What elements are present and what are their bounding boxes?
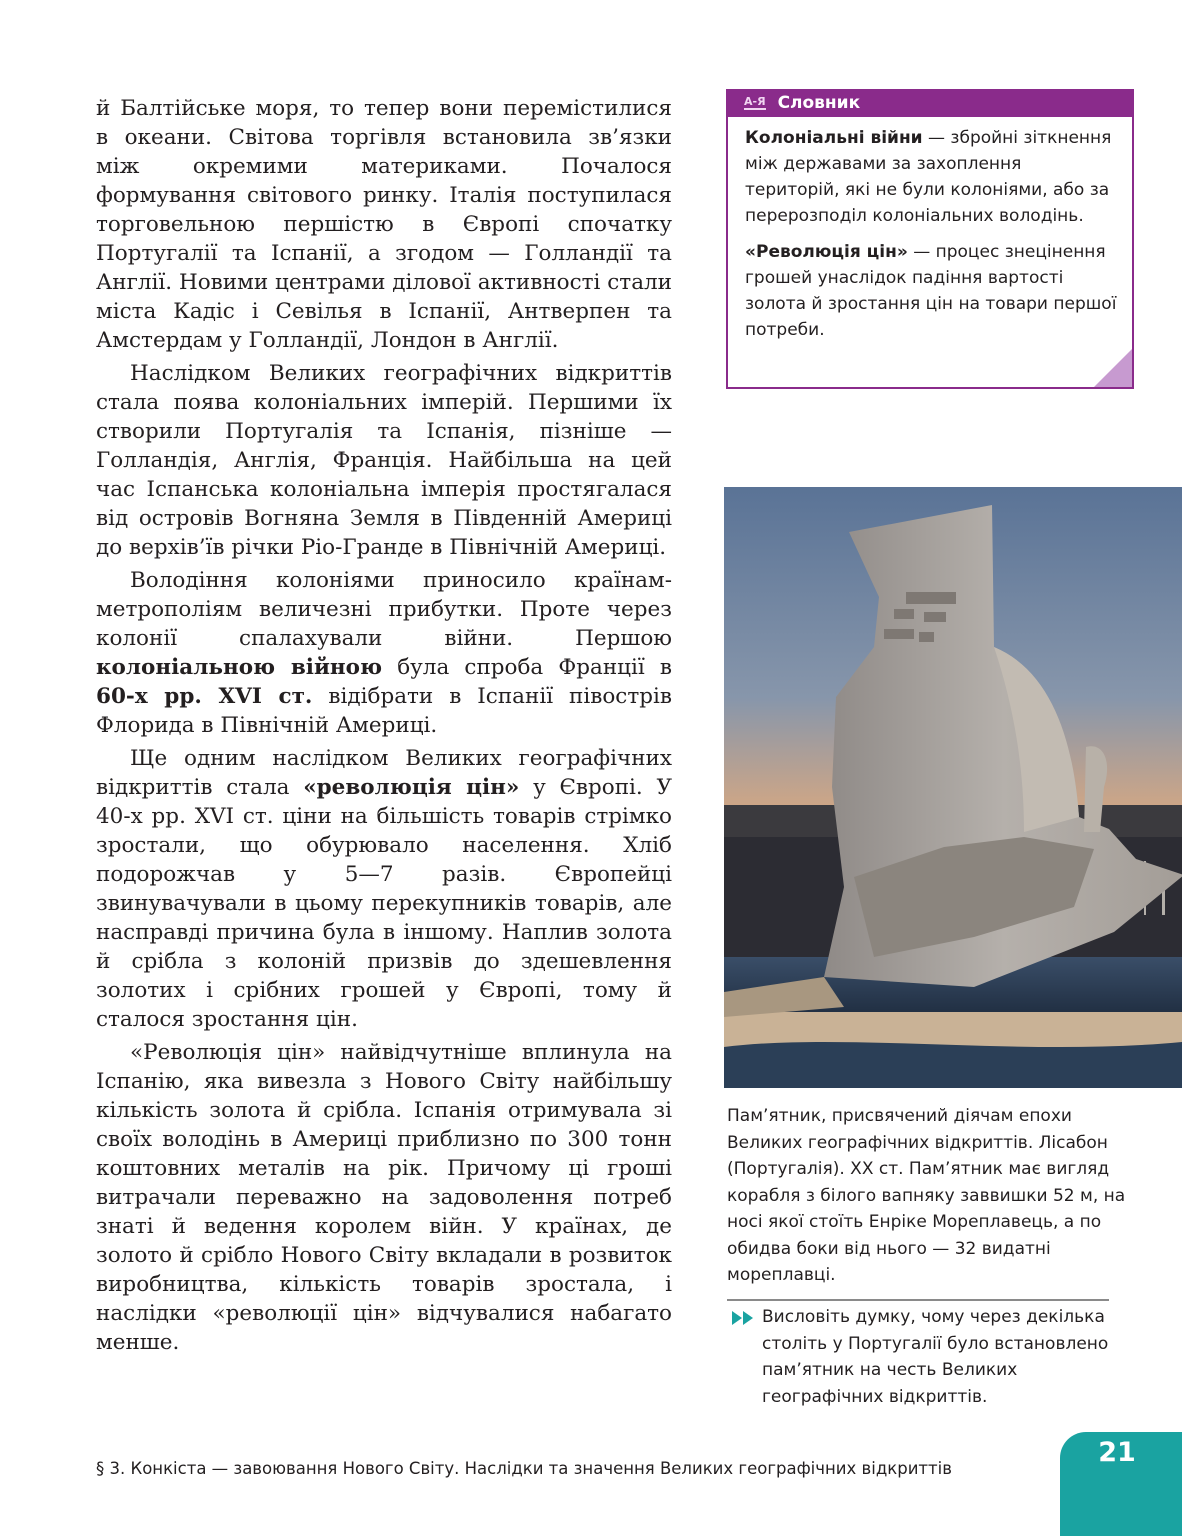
glossary-def-2: — процес знецінення грошей унаслідок падіння вартості золота й зростання цін на товари першої потреби.	[745, 242, 1117, 340]
term-colonial-war: колоніальною війною	[96, 655, 383, 680]
paragraph-3	[96, 566, 672, 740]
paragraph-3-text-c: була спроба Франції в	[382, 655, 672, 680]
glossary-def-1: — збройні зіткнення між державами за захоплення територій, які не були колоніями, або за перерозподіл колоніальних володінь.	[745, 128, 1112, 226]
paragraph-4	[96, 744, 672, 1034]
paragraph-5: «Революція цін» найвідчутніше вплинула на Іспанію, яка вивезла з Нового Світу найбільшу кількість золота й срібла. Іспанія отримувала зі своїх володінь в Америці приблизно по 300 тонн коштовних металів на рік. Причому ці гроші витрачали переважно на задоволення потреб знаті й ведення королем війн. У країнах, де золото й срібло Нового Світу вкладали в розвиток виробництва, кількість товарів зростала, і наслідки «революції цін» відчувалися набагато менше.	[96, 1040, 672, 1355]
corner-decoration	[1094, 349, 1132, 387]
double-arrow-icon	[730, 1309, 758, 1327]
glossary-title: Словник	[777, 93, 861, 113]
term-price-revolution: «революція цін»	[303, 775, 520, 800]
date-60s: 60-х рр. XVI ст.	[96, 684, 313, 709]
monument-photo	[724, 487, 1182, 1088]
footer-section-title: § 3. Конкіста — завоювання Нового Світу. Наслідки та значення Великих географічних відкриттів	[96, 1459, 952, 1478]
glossary-term-1: Колоніальні війни	[745, 128, 923, 148]
monument-of-discoveries-photo	[724, 487, 1182, 1088]
paragraph-4-text-a: Ще одним наслідком Великих географічних відкриттів стала	[96, 746, 672, 800]
glossary-header	[726, 89, 1134, 117]
page-number-tab	[1060, 1432, 1182, 1536]
glossary-entry-2	[745, 239, 1118, 343]
task-block	[730, 1304, 1130, 1410]
glossary-term-2: «Революція цін»	[745, 242, 908, 262]
paragraph-3-text-a: Володіння колоніями приносило країнам-метрополіям величезні прибутки. Проте через колонії спалахували війни. Першою	[96, 568, 672, 651]
task-divider	[727, 1299, 1109, 1301]
paragraph-2: Наслідком Великих географічних відкриттів стала поява колоніальних імперій. Першими їх створили Португалія та Іспанія, пізніше — Голландія, Англія, Франція. Найбільша на цей час Іспанська колоніальна імперія простягалася від островів Вогняна Земля в Південній Америці до верхів’їв річки Ріо-Гранде в Північній Америці.	[96, 361, 672, 560]
paragraph-1: й Балтійське моря, то тепер вони перемістилися в океани. Світова торгівля встановила зв’язки між окремими материками. Почалося формування світового ринку. Італія поступилася торговельною першістю в Європі спочатку Португалії та Іспанії, а згодом — Голландії та Англії. Новими центрами ділової активності стали міста Кадіс і Севілья в Іспанії, Антверпен та Амстердам у Голландії, Лондон в Англії.	[96, 96, 672, 353]
page-number: 21	[1098, 1437, 1136, 1468]
glossary-body	[728, 117, 1132, 343]
paragraph-4-text-c: у Європі. У 40-х рр. XVI ст. ціни на більшість товарів стрімко зростали, що обурювало населення. Хліб подорожчав у 5—7 разів. Європейці звинувачували в цьому перекупників товарів, але насправді причина була в іншому. Наплив золота й срібла з колоній призвів до здешевлення золотих і срібних грошей у Європі, тому й сталося зростання цін.	[96, 775, 672, 1032]
glossary-entry-1	[745, 125, 1118, 229]
main-text	[96, 94, 672, 1357]
glossary-box	[726, 89, 1134, 389]
paragraph-3-text-d: відібрати в Іспанії півострів Флорида в Північній Америці.	[96, 684, 672, 738]
glossary-icon: А-Я	[744, 95, 766, 108]
photo-caption: Пам’ятник, присвячений діячам епохи Великих географічних відкриттів. Лісабон (Португалія). XX ст. Пам’ятник має вигляд корабля з білого вапняку заввишки 52 м, на носі якої стоїть Енріке Мореплавець, а по обидва боки від нього — 32 видатні мореплавці.	[727, 1106, 1126, 1285]
task-text: Висловіть думку, чому через декілька століть у Португалії було встановлено пам’ятник на честь Великих географічних відкриттів.	[762, 1307, 1109, 1407]
